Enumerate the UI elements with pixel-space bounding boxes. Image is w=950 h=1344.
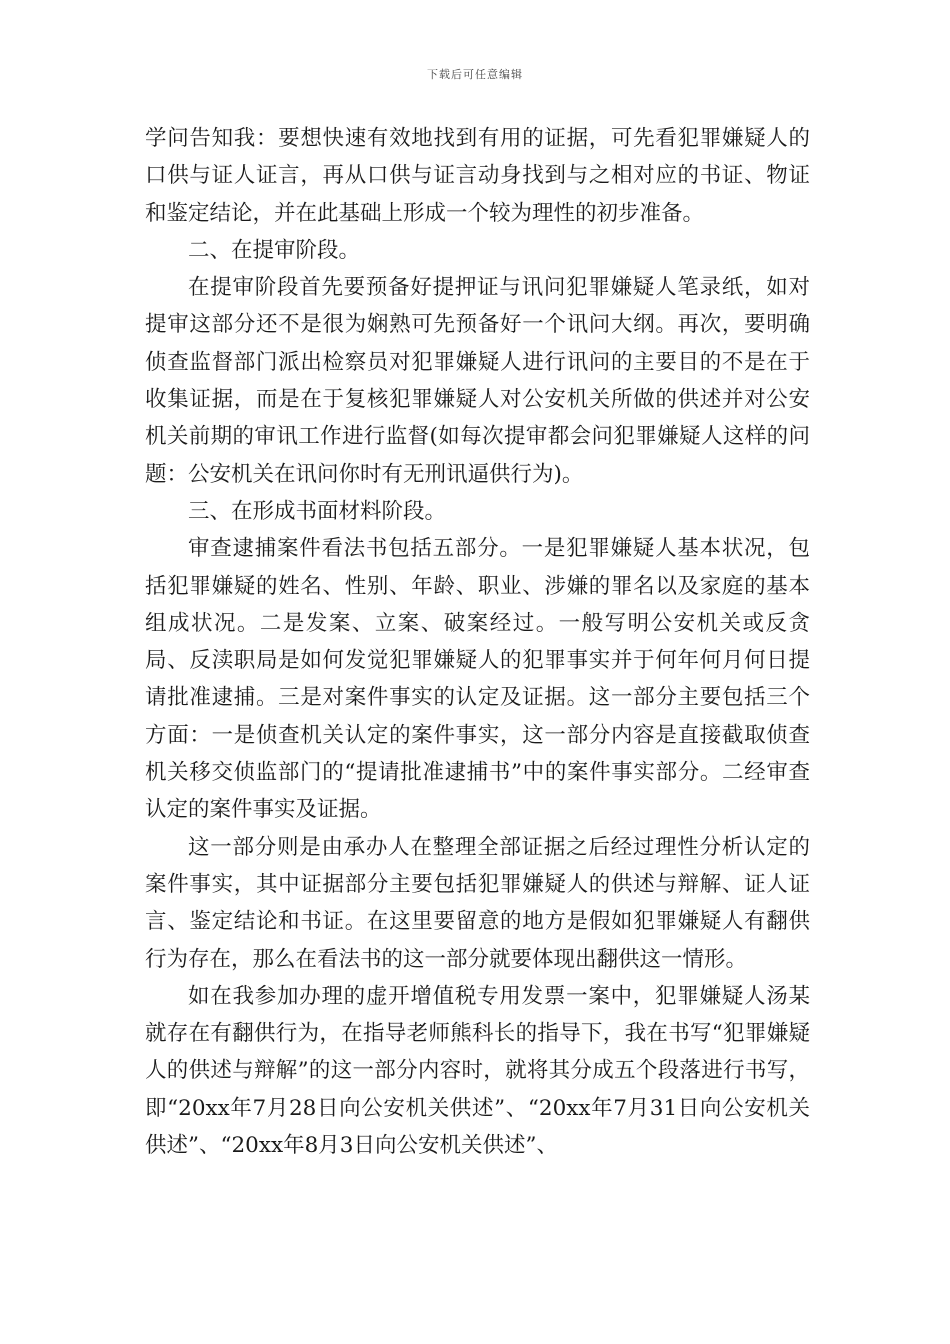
paragraph-6: 这一部分则是由承办人在整理全部证据之后经过理性分析认定的案件事实，其中证据部分主要包括犯罪嫌疑人的供述与辩解、证人证言、鉴定结论和书证。在这里要留意的地方是假如犯罪嫌疑人有翻供行为存在，那么在看法书的这一部分就要体现出翻供这一情形。 xyxy=(145,834,810,972)
page-header: 下载后可任意编辑 xyxy=(427,68,523,81)
section-heading-3: 三、在形成书面材料阶段。 xyxy=(188,498,447,524)
paragraph-3: 在提审阶段首先要预备好提押证与讯问犯罪嫌疑人笔录纸，如对提审这部分还不是很为娴熟可先预备好一个讯问大纲。再次，要明确侦查监督部门派出检察员对犯罪嫌疑人进行讯问的主要目的不是在于收集证据，而是在于复核犯罪嫌疑人对公安机关所做的供述并对公安机关前期的审讯工作进行监督(如每次提审都会问犯罪嫌疑人这样的问题：公安机关在讯问你时有无刑讯逼供行为)。 xyxy=(145,275,810,487)
document-body xyxy=(145,120,810,1164)
section-heading-2: 二、在提审阶段。 xyxy=(188,237,361,263)
paragraph-1: 学问告知我：要想快速有效地找到有用的证据，可先看犯罪嫌疑人的口供与证人证言，再从口供与证言动身找到与之相对应的书证、物证和鉴定结论，并在此基础上形成一个较为理性的初步准备。 xyxy=(145,126,810,226)
paragraph-7: 如在我参加办理的虚开增值税专用发票一案中，犯罪嫌疑人汤某就存在有翻供行为，在指导老师熊科长的指导下，我在书写“犯罪嫌疑人的供述与辩解”的这一部分内容时，就将其分成五个段落进行书写，即“20xx年7月28日向公安机关供述”、“20xx年7月31日向公安机关供述”、“20xx年8月3日向公安机关供述”、 xyxy=(145,983,810,1159)
paragraph-5: 审查逮捕案件看法书包括五部分。一是犯罪嫌疑人基本状况，包括犯罪嫌疑的姓名、性别、年龄、职业、涉嫌的罪名以及家庭的基本组成状况。二是发案、立案、破案经过。一般写明公安机关或反贪局、反渎职局是如何发觉犯罪嫌疑人的犯罪事实并于何年何月何日提请批准逮捕。三是对案件事实的认定及证据。这一部分主要包括三个方面：一是侦查机关认定的案件事实，这一部分内容是直接截取侦查机关移交侦监部门的“提请批准逮捕书”中的案件事实部分。二经审查认定的案件事实及证据。 xyxy=(145,536,810,823)
